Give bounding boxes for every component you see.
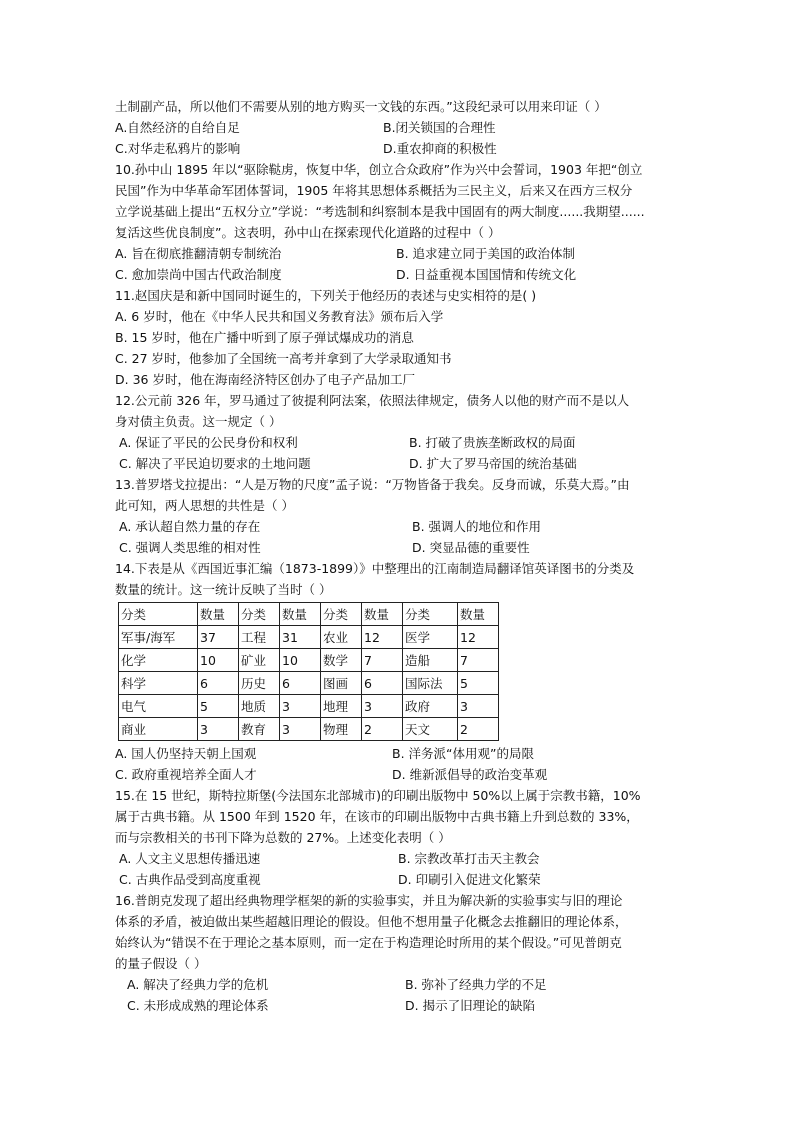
table-cell: 化学 — [119, 649, 198, 672]
q12-stem-line-2: 身对债主负责。这一规定（ ） — [115, 414, 282, 429]
q15-options-row-1 — [115, 848, 685, 869]
table-cell: 历史 — [239, 672, 280, 695]
table-row — [119, 695, 499, 718]
q16-stem-line-4: 的量子假设（ ） — [115, 956, 207, 971]
q16-options-row-1 — [115, 974, 685, 995]
q12-option-b[interactable]: B. 打破了贵族垄断政权的局面 — [409, 435, 576, 450]
q14-stem-line-2: 数量的统计。这一统计反映了当时（ ） — [115, 582, 332, 597]
q16-option-d[interactable]: D. 揭示了旧理论的缺陷 — [405, 998, 536, 1013]
q16-option-a[interactable]: A. 解决了经典力学的危机 — [127, 977, 269, 992]
table-cell: 图画 — [321, 672, 362, 695]
table-cell: 3 — [280, 718, 321, 741]
q10-stem-line-1: 10.孙中山 1895 年以“驱除鞑虏，恢复中华，创立合众政府”作为兴中会誓词，1903 年把“创立 — [115, 162, 643, 177]
table-cell: 政府 — [403, 695, 458, 718]
table-cell: 电气 — [119, 695, 198, 718]
table-cell: 造船 — [403, 649, 458, 672]
q15-option-b[interactable]: B. 宗教改革打击天主教会 — [398, 851, 540, 866]
q13-option-a[interactable]: A. 承认超自然力量的存在 — [119, 519, 261, 534]
q13-stem-line-2: 此可知，两人思想的共性是（ ） — [115, 498, 294, 513]
table-cell: 10 — [280, 649, 321, 672]
q12-option-d[interactable]: D. 扩大了罗马帝国的统治基础 — [409, 456, 577, 471]
table-cell: 工程 — [239, 626, 280, 649]
q13-option-c[interactable]: C. 强调人类思维的相对性 — [119, 540, 261, 555]
table-cell: 6 — [198, 672, 239, 695]
q14-options-row-1 — [115, 743, 685, 764]
table-cell: 7 — [362, 649, 403, 672]
q16-options-row-2 — [115, 995, 685, 1016]
q10-stem-line-2: 民国”作为中华革命军团体誓词，1905 年将其思想体系概括为三民主义，后来又在西方三权分 — [115, 183, 633, 198]
table-cell: 医学 — [403, 626, 458, 649]
q11-option-c[interactable]: C. 27 岁时，他参加了全国统一高考并拿到了大学录取通知书 — [115, 351, 452, 366]
q9-option-c[interactable]: C.对华走私鸦片的影响 — [115, 141, 241, 156]
table-cell: 科学 — [119, 672, 198, 695]
q16-option-c[interactable]: C. 未形成成熟的理论体系 — [127, 998, 269, 1013]
q11-stem-line-1: 11.赵国庆是和新中国同时诞生的，下列关于他经历的表述与史实相符的是( ) — [115, 288, 537, 303]
table-cell: 2 — [458, 718, 499, 741]
q10-option-d[interactable]: D. 日益重视本国国情和传统文化 — [396, 267, 577, 282]
q14-option-c[interactable]: C. 政府重视培养全面人才 — [115, 767, 257, 782]
table-header-row — [119, 603, 499, 626]
table-header-cell: 分类 — [239, 603, 280, 626]
q11-option-a[interactable]: A. 6 岁时，他在《中华人民共和国义务教育法》颁布后入学 — [115, 309, 444, 324]
translation-stats-table — [118, 602, 499, 741]
q15-stem-line-3: 而与宗教相关的书刊下降为总数的 27%。上述变化表明（ ） — [115, 830, 451, 845]
q14-stem-line-1: 14.下表是从《西国近事汇编（1873-1899）》中整理出的江南制造局翻译馆英译图书的分类及 — [115, 561, 635, 576]
table-cell: 5 — [458, 672, 499, 695]
table-cell: 6 — [280, 672, 321, 695]
q14-option-d[interactable]: D. 维新派倡导的政治变革观 — [392, 767, 548, 782]
q10-stem-line-3: 立学说基础上提出“五权分立”学说：“考选制和纠察制本是我中国固有的两大制度......我期望...... — [115, 204, 645, 219]
q15-option-a[interactable]: A. 人文主义思想传播迅速 — [119, 851, 261, 866]
table-cell: 3 — [198, 718, 239, 741]
table-cell: 商业 — [119, 718, 198, 741]
q10-options-row-1 — [115, 243, 685, 264]
table-cell: 矿业 — [239, 649, 280, 672]
table-cell: 12 — [362, 626, 403, 649]
q14-option-a[interactable]: A. 国人仍坚持天朝上国观 — [115, 746, 257, 761]
table-cell: 12 — [458, 626, 499, 649]
table-cell: 3 — [458, 695, 499, 718]
q10-option-a[interactable]: A. 旨在彻底推翻清朝专制统治 — [115, 246, 282, 261]
q12-option-c[interactable]: C. 解决了平民迫切要求的土地问题 — [119, 456, 311, 471]
table-cell: 教育 — [239, 718, 280, 741]
q12-option-a[interactable]: A. 保证了平民的公民身份和权利 — [119, 435, 298, 450]
q9-stem-tail: 土制副产品，所以他们不需要从别的地方购买一文钱的东西。”这段纪录可以用来印证（ ） — [115, 99, 607, 114]
table-cell: 3 — [280, 695, 321, 718]
q10-stem-line-4: 复活这些优良制度”。这表明，孙中山在探索现代化道路的过程中（ ） — [115, 225, 501, 240]
table-cell: 7 — [458, 649, 499, 672]
table-cell: 地质 — [239, 695, 280, 718]
q14-options-row-2 — [115, 764, 685, 785]
table-header-cell: 分类 — [119, 603, 198, 626]
q15-stem-line-2: 属于古典书籍。从 1500 年到 1520 年，在该市的印刷出版物中古典书籍上升到总数的 33%， — [115, 809, 639, 824]
q15-options-row-2 — [115, 869, 685, 890]
q16-stem-line-2: 体系的矛盾，被迫做出某些超越旧理论的假设。但他不想用量子化概念去推翻旧的理论体系， — [115, 914, 628, 929]
table-cell: 3 — [362, 695, 403, 718]
q14-option-b[interactable]: B. 洋务派“体用观”的局限 — [392, 746, 534, 761]
table-cell: 6 — [362, 672, 403, 695]
table-cell: 农业 — [321, 626, 362, 649]
table-cell: 37 — [198, 626, 239, 649]
table-header-cell: 数量 — [458, 603, 499, 626]
table-header-cell: 分类 — [321, 603, 362, 626]
q11-option-d[interactable]: D. 36 岁时，他在海南经济特区创办了电子产品加工厂 — [115, 372, 415, 387]
q9-option-d[interactable]: D.重农抑商的积极性 — [383, 141, 497, 156]
table-header-cell: 数量 — [198, 603, 239, 626]
q9-option-b[interactable]: B.闭关锁国的合理性 — [383, 120, 496, 135]
table-cell: 地理 — [321, 695, 362, 718]
table-cell: 2 — [362, 718, 403, 741]
table-row — [119, 649, 499, 672]
q9-options-row-1 — [115, 117, 685, 138]
q10-options-row-2 — [115, 264, 685, 285]
q15-option-d[interactable]: D. 印刷引入促进文化繁荣 — [398, 872, 541, 887]
q16-stem-line-3: 始终认为“错误不在于理论之基本原则，而一定在于构造理论时所用的某个假设。”可见普朗克 — [115, 935, 622, 950]
q13-option-b[interactable]: B. 强调人的地位和作用 — [412, 519, 542, 534]
q13-options-row-2 — [115, 537, 685, 558]
table-cell: 10 — [198, 649, 239, 672]
table-row — [119, 626, 499, 649]
table-cell: 物理 — [321, 718, 362, 741]
table-header-cell: 分类 — [403, 603, 458, 626]
q9-options-row-2 — [115, 138, 685, 159]
q10-option-c[interactable]: C. 愈加崇尚中国古代政治制度 — [115, 267, 282, 282]
q13-option-d[interactable]: D. 突显品德的重要性 — [412, 540, 530, 555]
table-row — [119, 672, 499, 695]
q16-stem-line-1: 16.普朗克发现了超出经典物理学框架的新的实验事实，并且为解决新的实验事实与旧的理论 — [115, 893, 623, 908]
q10-option-b[interactable]: B. 追求建立同于美国的政治体制 — [396, 246, 576, 261]
table-cell: 国际法 — [403, 672, 458, 695]
q12-options-row-2 — [115, 453, 685, 474]
q15-stem-line-1: 15.在 15 世纪，斯特拉斯堡(今法国东北部城市)的印刷出版物中 50%以上属于宗教书籍，10% — [115, 788, 641, 803]
q11-option-b[interactable]: B. 15 岁时，他在广播中听到了原子弹试爆成功的消息 — [115, 330, 414, 345]
q12-stem-line-1: 12.公元前 326 年，罗马通过了彼提利阿法案，依照法律规定，债务人以他的财产而不是以人 — [115, 393, 630, 408]
q13-options-row-1 — [115, 516, 685, 537]
q13-stem-line-1: 13.普罗塔戈拉提出：“人是万物的尺度”孟子说：“万物皆备于我矣。反身而诚，乐莫大焉。”由 — [115, 477, 630, 492]
q12-options-row-1 — [115, 432, 685, 453]
table-cell: 数学 — [321, 649, 362, 672]
table-row — [119, 718, 499, 741]
q9-option-a[interactable]: A.自然经济的自给自足 — [115, 120, 240, 135]
table-cell: 31 — [280, 626, 321, 649]
table-cell: 天文 — [403, 718, 458, 741]
table-header-cell: 数量 — [362, 603, 403, 626]
table-cell: 5 — [198, 695, 239, 718]
q16-option-b[interactable]: B. 弥补了经典力学的不足 — [405, 977, 547, 992]
table-cell: 军事/海军 — [119, 626, 198, 649]
table-header-cell: 数量 — [280, 603, 321, 626]
exam-page — [115, 96, 685, 1016]
q15-option-c[interactable]: C. 古典作品受到高度重视 — [119, 872, 261, 887]
